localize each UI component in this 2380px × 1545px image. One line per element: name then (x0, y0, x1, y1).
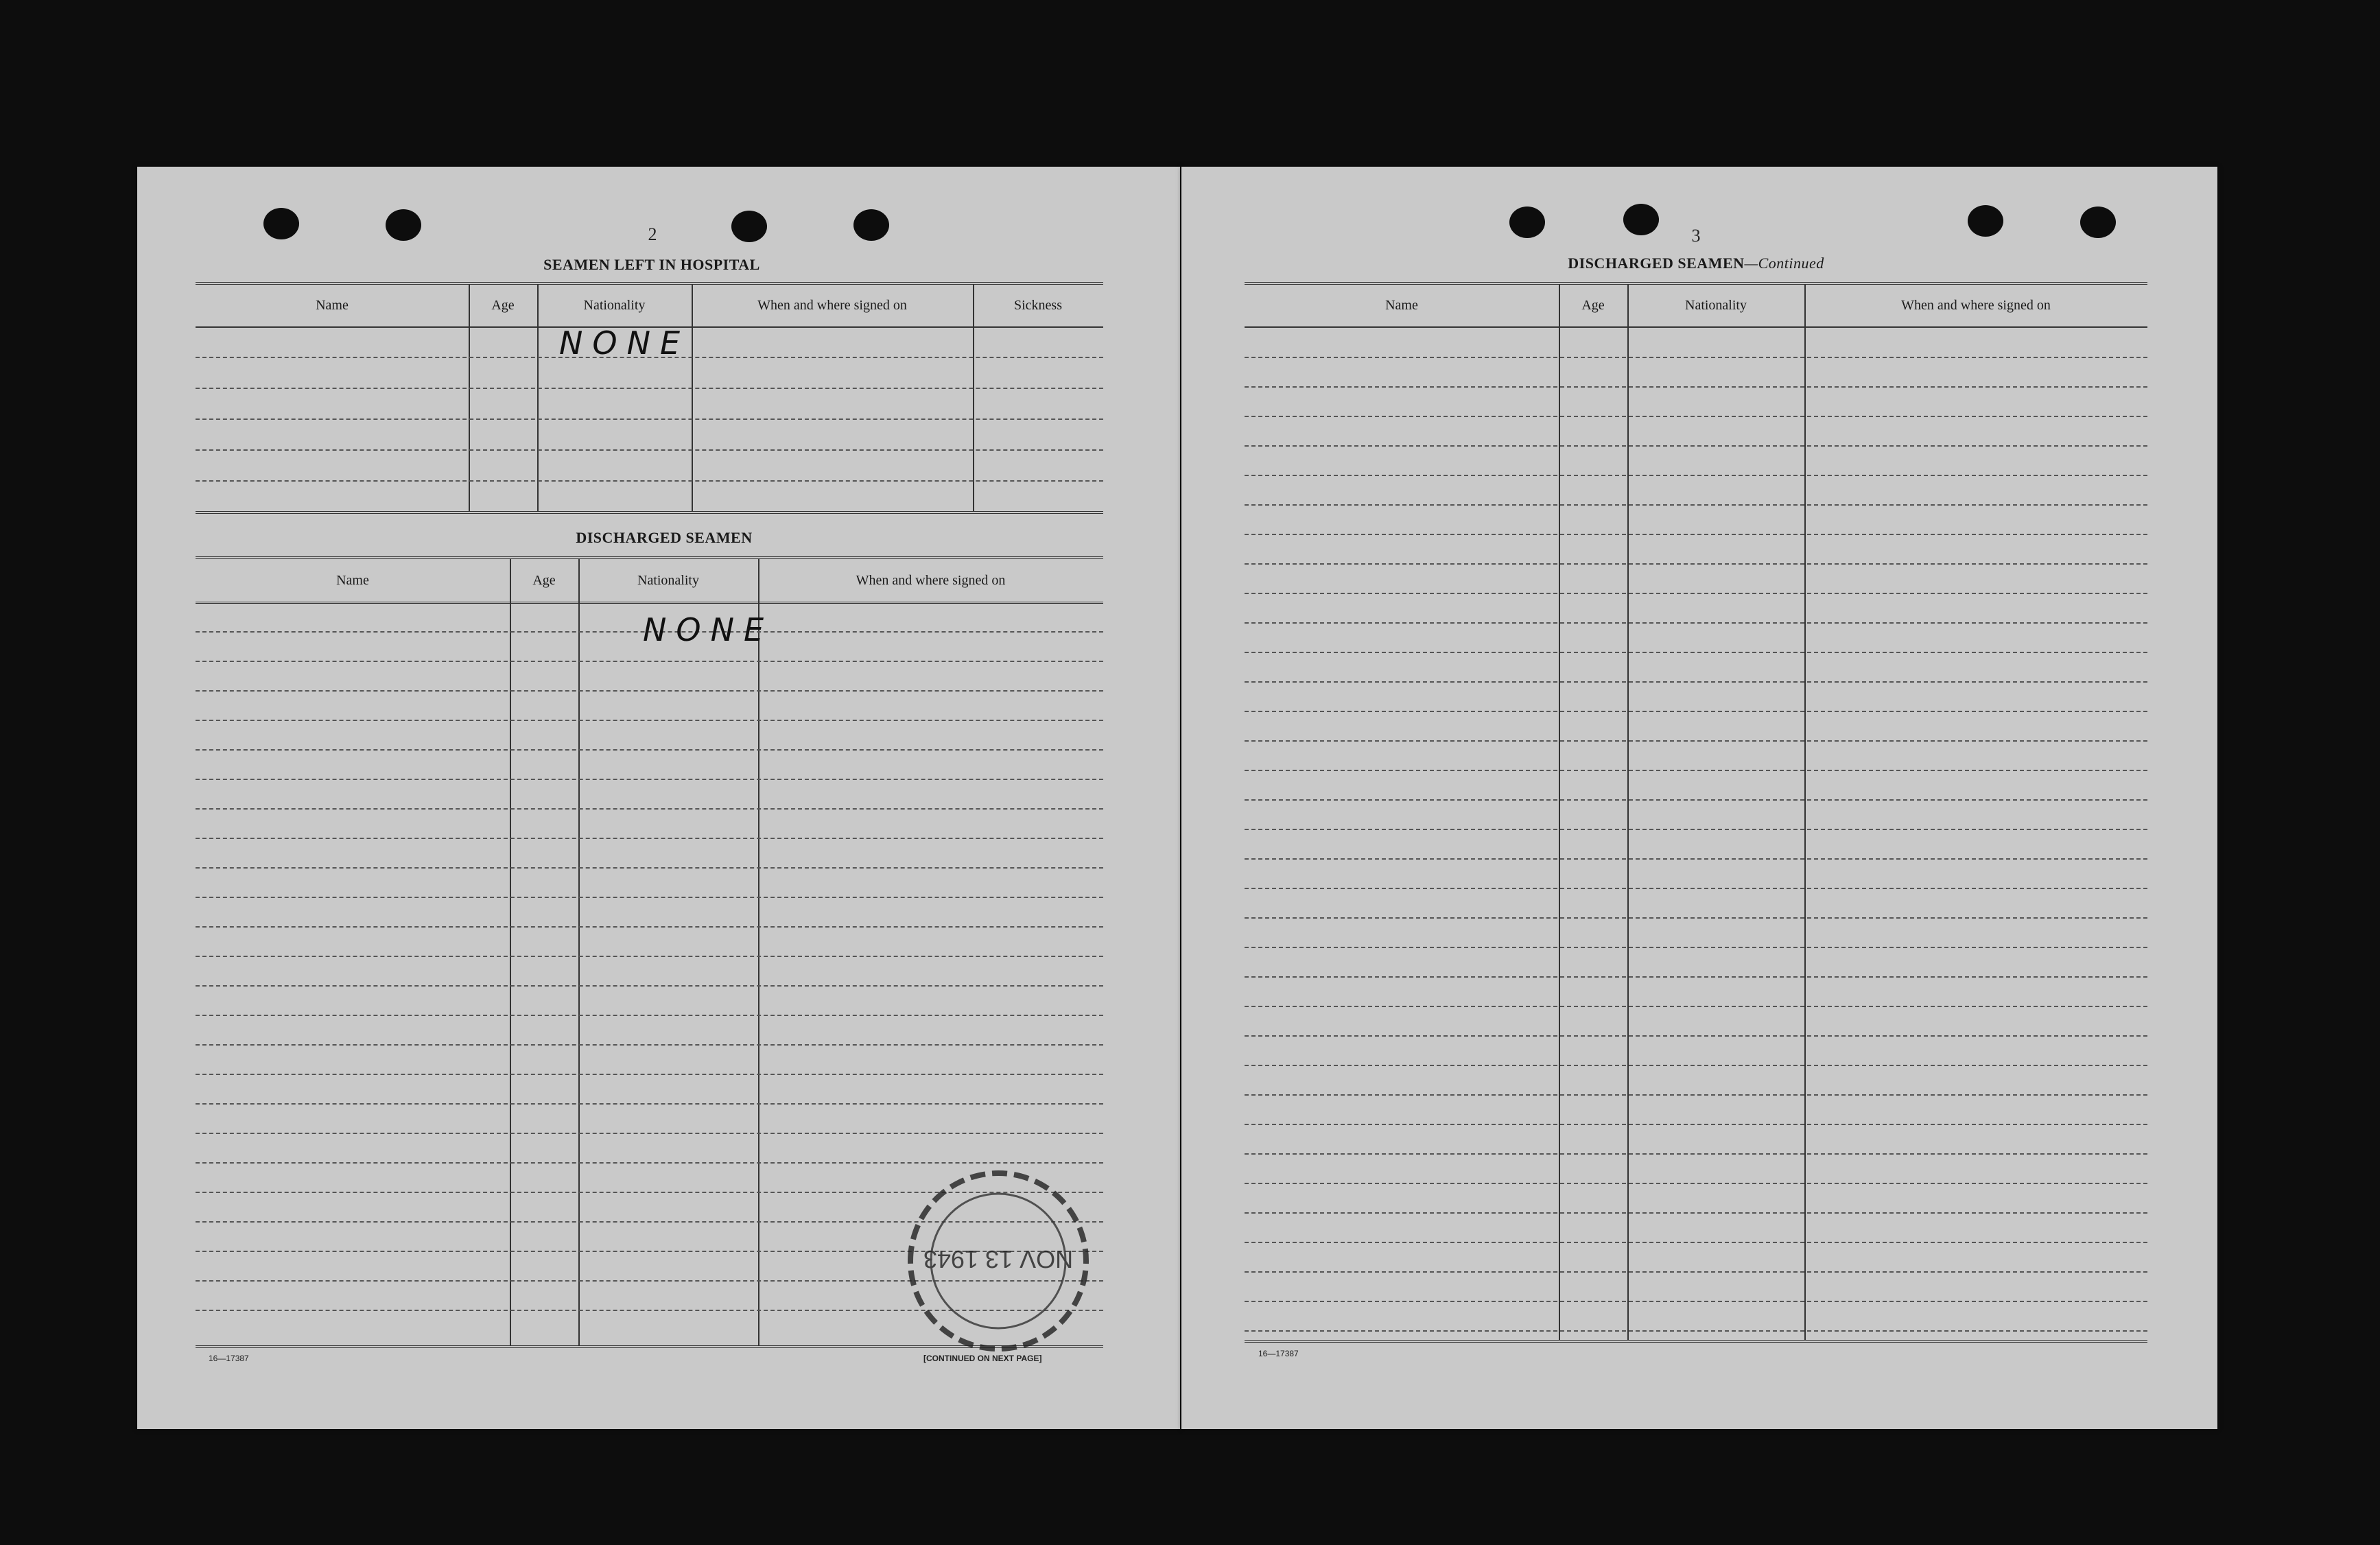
hospital-table-header (196, 285, 1103, 328)
row-line (1245, 386, 2147, 388)
stamp-date: NOV 13 1943 (923, 1245, 1074, 1273)
row-line (1245, 1183, 2147, 1184)
hospital-table (196, 282, 1103, 514)
row-line (1245, 622, 2147, 624)
column-header-signed-on: When and where signed on (757, 297, 907, 313)
row-line (1245, 475, 2147, 476)
punch-hole (1509, 207, 1545, 238)
row-line (196, 1015, 1103, 1016)
punch-hole (731, 211, 767, 242)
row-line (1245, 917, 2147, 919)
date-stamp (899, 1161, 1098, 1360)
column-divider (758, 559, 759, 1345)
row-line (196, 808, 1103, 810)
column-header-nationality: Nationality (583, 297, 646, 313)
row-line (196, 1074, 1103, 1075)
column-divider (537, 285, 539, 511)
row-line (1245, 416, 2147, 417)
row-line (196, 1044, 1103, 1046)
row-line (196, 690, 1103, 692)
column-header-nationality: Nationality (637, 572, 699, 588)
row-line (196, 1103, 1103, 1105)
column-header-name: Name (1385, 297, 1418, 313)
punch-hole (1623, 204, 1659, 235)
row-line (1245, 799, 2147, 801)
section-title-suffix: —Continued (1744, 255, 1824, 272)
section-title-text: DISCHARGED SEAMEN (1568, 255, 1745, 272)
row-line (1245, 1271, 2147, 1273)
row-line (1245, 770, 2147, 771)
row-line (196, 749, 1103, 751)
row-line (1245, 858, 2147, 860)
punch-hole (2080, 207, 2116, 238)
row-line (1245, 652, 2147, 653)
row-line (196, 720, 1103, 721)
row-line (196, 418, 1103, 420)
discharged-section-title: DISCHARGED SEAMEN (576, 529, 753, 546)
row-line (196, 388, 1103, 389)
discharged-continued-table (1245, 282, 2147, 1343)
row-line (1245, 1094, 2147, 1096)
row-line (196, 867, 1103, 869)
column-divider (1627, 285, 1629, 1340)
row-line (1245, 1124, 2147, 1125)
punch-hole (853, 209, 889, 241)
column-divider (1559, 285, 1560, 1340)
row-line (1245, 711, 2147, 712)
column-divider (510, 559, 511, 1345)
row-line (1245, 1065, 2147, 1066)
row-line (196, 661, 1103, 662)
row-line (196, 838, 1103, 839)
row-line (1245, 681, 2147, 683)
row-line (196, 1133, 1103, 1134)
continued-note: [CONTINUED ON NEXT PAGE] (923, 1354, 1042, 1363)
form-number: 16—17387 (209, 1354, 249, 1363)
hospital-section-title: SEAMEN LEFT IN HOSPITAL (543, 256, 760, 273)
row-line (1245, 1242, 2147, 1243)
column-header-age: Age (1581, 297, 1605, 313)
row-line (1245, 1006, 2147, 1007)
row-line (1245, 445, 2147, 447)
punch-hole (1968, 205, 2003, 237)
row-line (1245, 504, 2147, 506)
row-line (1245, 1153, 2147, 1155)
punch-hole (263, 208, 299, 239)
punch-hole (386, 209, 421, 241)
row-line (1245, 740, 2147, 742)
discharged-table-header (196, 559, 1103, 604)
handwritten-entry: NONE (643, 611, 774, 648)
handwritten-entry: NONE (559, 325, 690, 362)
page-number: 2 (648, 224, 657, 244)
column-header-name: Name (316, 297, 349, 313)
column-header-signed-on: When and where signed on (1901, 297, 2051, 313)
column-divider (973, 285, 974, 511)
column-divider (578, 559, 580, 1345)
row-line (196, 480, 1103, 482)
discharged-continued-title (1476, 255, 1916, 272)
column-header-age: Age (491, 297, 515, 313)
row-line (1245, 1301, 2147, 1302)
left-page (137, 167, 1180, 1429)
discharged-continued-header (1245, 285, 2147, 328)
column-header-sickness: Sickness (1014, 297, 1062, 313)
right-page (1181, 167, 2217, 1429)
column-divider (469, 285, 470, 511)
column-header-name: Name (336, 572, 369, 588)
row-line (1245, 1330, 2147, 1332)
row-line (1245, 1212, 2147, 1214)
row-line (196, 779, 1103, 780)
row-line (1245, 534, 2147, 535)
row-line (1245, 888, 2147, 889)
row-line (1245, 829, 2147, 830)
column-header-age: Age (532, 572, 556, 588)
form-number: 16—17387 (1258, 1349, 1299, 1358)
row-line (1245, 976, 2147, 978)
row-line (1245, 563, 2147, 565)
row-line (196, 449, 1103, 451)
column-divider (692, 285, 693, 511)
row-line (196, 897, 1103, 898)
column-header-nationality: Nationality (1685, 297, 1747, 313)
row-line (1245, 357, 2147, 358)
row-line (1245, 947, 2147, 948)
row-line (196, 985, 1103, 987)
page-number: 3 (1691, 226, 1701, 246)
row-line (1245, 1035, 2147, 1037)
column-divider (1804, 285, 1806, 1340)
row-line (196, 926, 1103, 928)
column-header-signed-on: When and where signed on (856, 572, 1006, 588)
row-line (1245, 593, 2147, 594)
row-line (196, 956, 1103, 957)
